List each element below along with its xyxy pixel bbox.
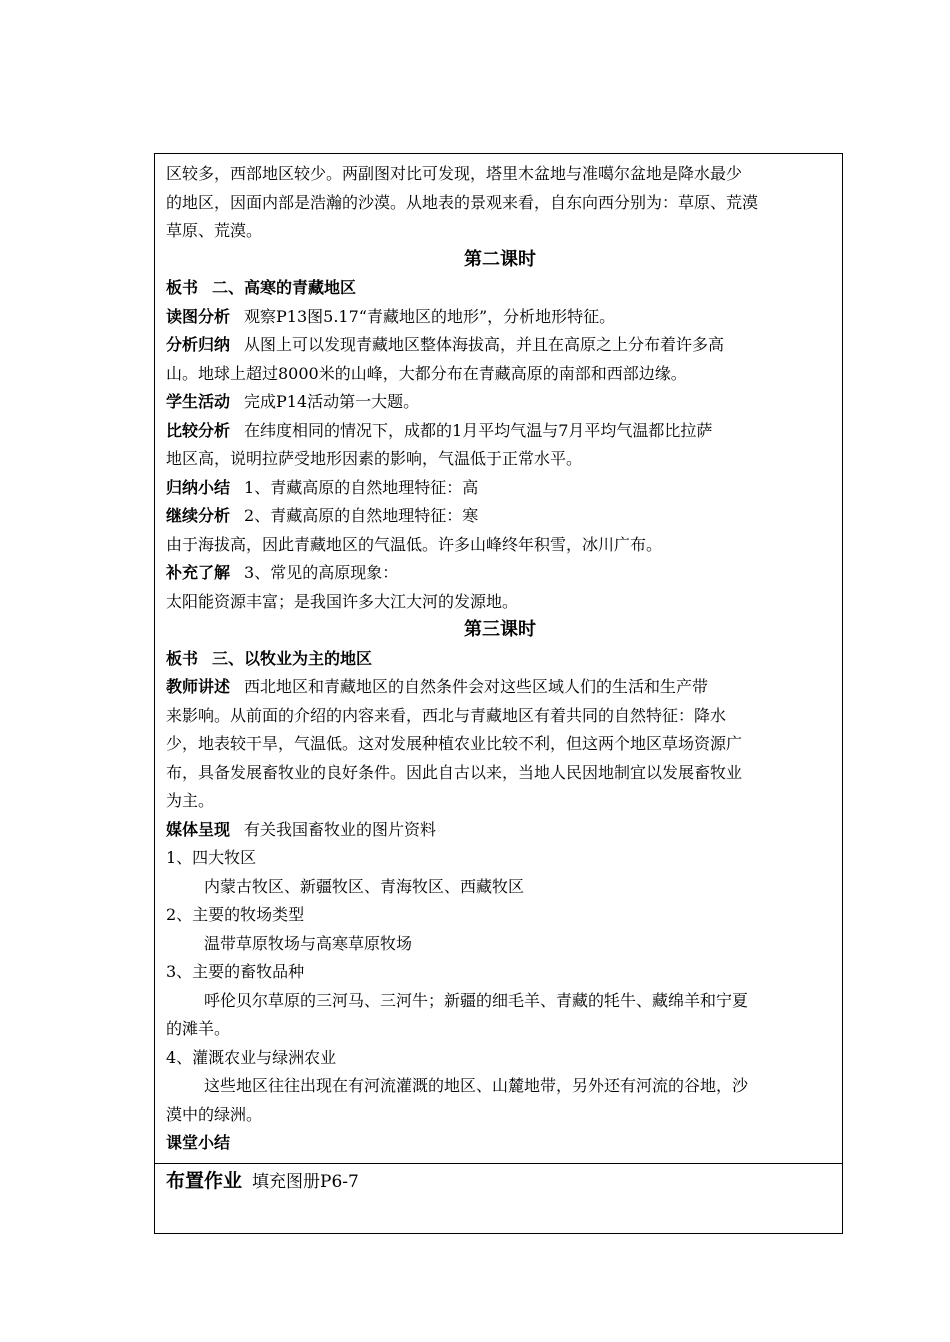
lesson3-media <box>166 816 834 845</box>
analysis-label: 分析归纳 <box>166 335 231 354</box>
summary-label: 归纳小结 <box>166 477 231 497</box>
item-heading: 2、主要的牧场类型 <box>166 905 305 924</box>
item-heading: 3、主要的畜牧品种 <box>166 962 305 981</box>
supplement-text: 3、常见的高原现象： <box>244 563 399 582</box>
compare-line: 地区高，说明拉萨受地形因素的影响，气温低于正常水平。 <box>166 449 583 468</box>
board-text: 三、以牧业为主的地区 <box>212 648 373 668</box>
supplement-extra: 太阳能资源丰富；是我国许多大江大河的发源地。 <box>166 591 519 611</box>
media-label: 媒体呈现 <box>166 819 231 839</box>
supplement-label: 补充了解 <box>166 563 231 582</box>
lesson2-analysis <box>166 331 834 360</box>
homework-label: 布置作业 <box>166 1170 243 1192</box>
lesson2-title: 第二课时 <box>464 248 536 270</box>
summary-text: 1、青藏高原的自然地理特征：高 <box>244 477 479 497</box>
item-heading: 4、灌溉农业与绿洲农业 <box>166 1047 337 1067</box>
intro-line: 草原、荒漠。 <box>166 221 263 240</box>
class-summary-label: 课堂小结 <box>166 1133 231 1152</box>
item-line: 漠中的绿洲。 <box>166 1104 263 1124</box>
teacher-line: 西北地区和青藏地区的自然条件会对这些区域人们的生活和生产带 <box>244 677 709 696</box>
teacher-line: 布，具备发展畜牧业的良好条件。因此自古以来，当地人民因地制宜以发展畜牧业 <box>166 762 743 782</box>
student-label: 学生活动 <box>166 392 231 411</box>
continue-text: 2、青藏高原的自然地理特征：寒 <box>244 506 479 525</box>
analysis-line: 从图上可以发现青藏地区整体海拔高，并且在高原之上分布着许多高 <box>244 335 725 354</box>
lesson-content <box>166 160 834 1158</box>
read-label: 读图分析 <box>166 306 231 326</box>
lesson2-summary <box>166 474 834 503</box>
compare-line: 在纬度相同的情况下，成都的1月平均气温与7月平均气温都比拉萨 <box>244 420 713 440</box>
lesson2-supplement <box>166 559 834 588</box>
student-text: 完成P14活动第一大题。 <box>244 392 420 411</box>
homework-divider <box>154 1163 843 1164</box>
lesson2-continue <box>166 502 834 531</box>
item-line: 的滩羊。 <box>166 1019 231 1038</box>
lesson2-student <box>166 388 834 417</box>
class-summary <box>166 1129 834 1158</box>
lesson2-compare <box>166 417 834 446</box>
teacher-line: 为主。 <box>166 791 215 810</box>
analysis-line: 山。地球上超过8000米的山峰，大都分布在青藏高原的南部和西部边缘。 <box>166 363 687 383</box>
lesson3-title: 第三课时 <box>464 619 536 640</box>
intro-line: 的地区，因面内部是浩瀚的沙漠。从地表的景观来看，自东向西分别为：草原、荒漠 <box>166 192 759 212</box>
homework-row <box>166 1167 359 1196</box>
lesson2-board <box>166 274 834 303</box>
board-label: 板书 <box>166 648 199 668</box>
lesson3-teacher <box>166 673 834 702</box>
teacher-line: 少，地表较干旱，气温低。这对发展种植农业比较不利，但这两个地区草场资源广 <box>166 734 743 753</box>
item-line: 呼伦贝尔草原的三河马、三河牛；新疆的细毛羊、青藏的牦牛、藏绵羊和宁夏 <box>204 990 749 1010</box>
lesson3-board <box>166 645 834 674</box>
intro-line: 区较多，西部地区较少。两副图对比可发现，塔里木盆地与准噶尔盆地是降水最少 <box>166 164 743 183</box>
media-text: 有关我国畜牧业的图片资料 <box>244 819 437 839</box>
teacher-line: 来影响。从前面的介绍的内容来看，西北与青藏地区有着共同的自然特征：降水 <box>166 705 727 725</box>
teacher-label: 教师讲述 <box>166 677 231 696</box>
read-text: 观察P13图5.17“青藏地区的地形”，分析地形特征。 <box>244 306 616 326</box>
item-line: 温带草原牧场与高寒草原牧场 <box>204 933 413 953</box>
homework-text: 填充图册P6-7 <box>252 1172 359 1192</box>
continue-extra: 由于海拔高，因此青藏地区的气温低。许多山峰终年积雪，冰川广布。 <box>166 534 663 554</box>
item-line: 这些地区往往出现在有河流灌溉的地区、山麓地带，另外还有河流的谷地，沙 <box>204 1076 749 1095</box>
continue-label: 继续分析 <box>166 506 231 525</box>
item-heading: 1、四大牧区 <box>166 848 257 867</box>
compare-label: 比较分析 <box>166 420 231 440</box>
item-line: 内蒙古牧区、新疆牧区、青海牧区、西藏牧区 <box>204 876 525 896</box>
board-label: 板书 <box>166 278 199 297</box>
lesson2-read <box>166 303 834 332</box>
board-text: 二、高寒的青藏地区 <box>212 278 357 297</box>
